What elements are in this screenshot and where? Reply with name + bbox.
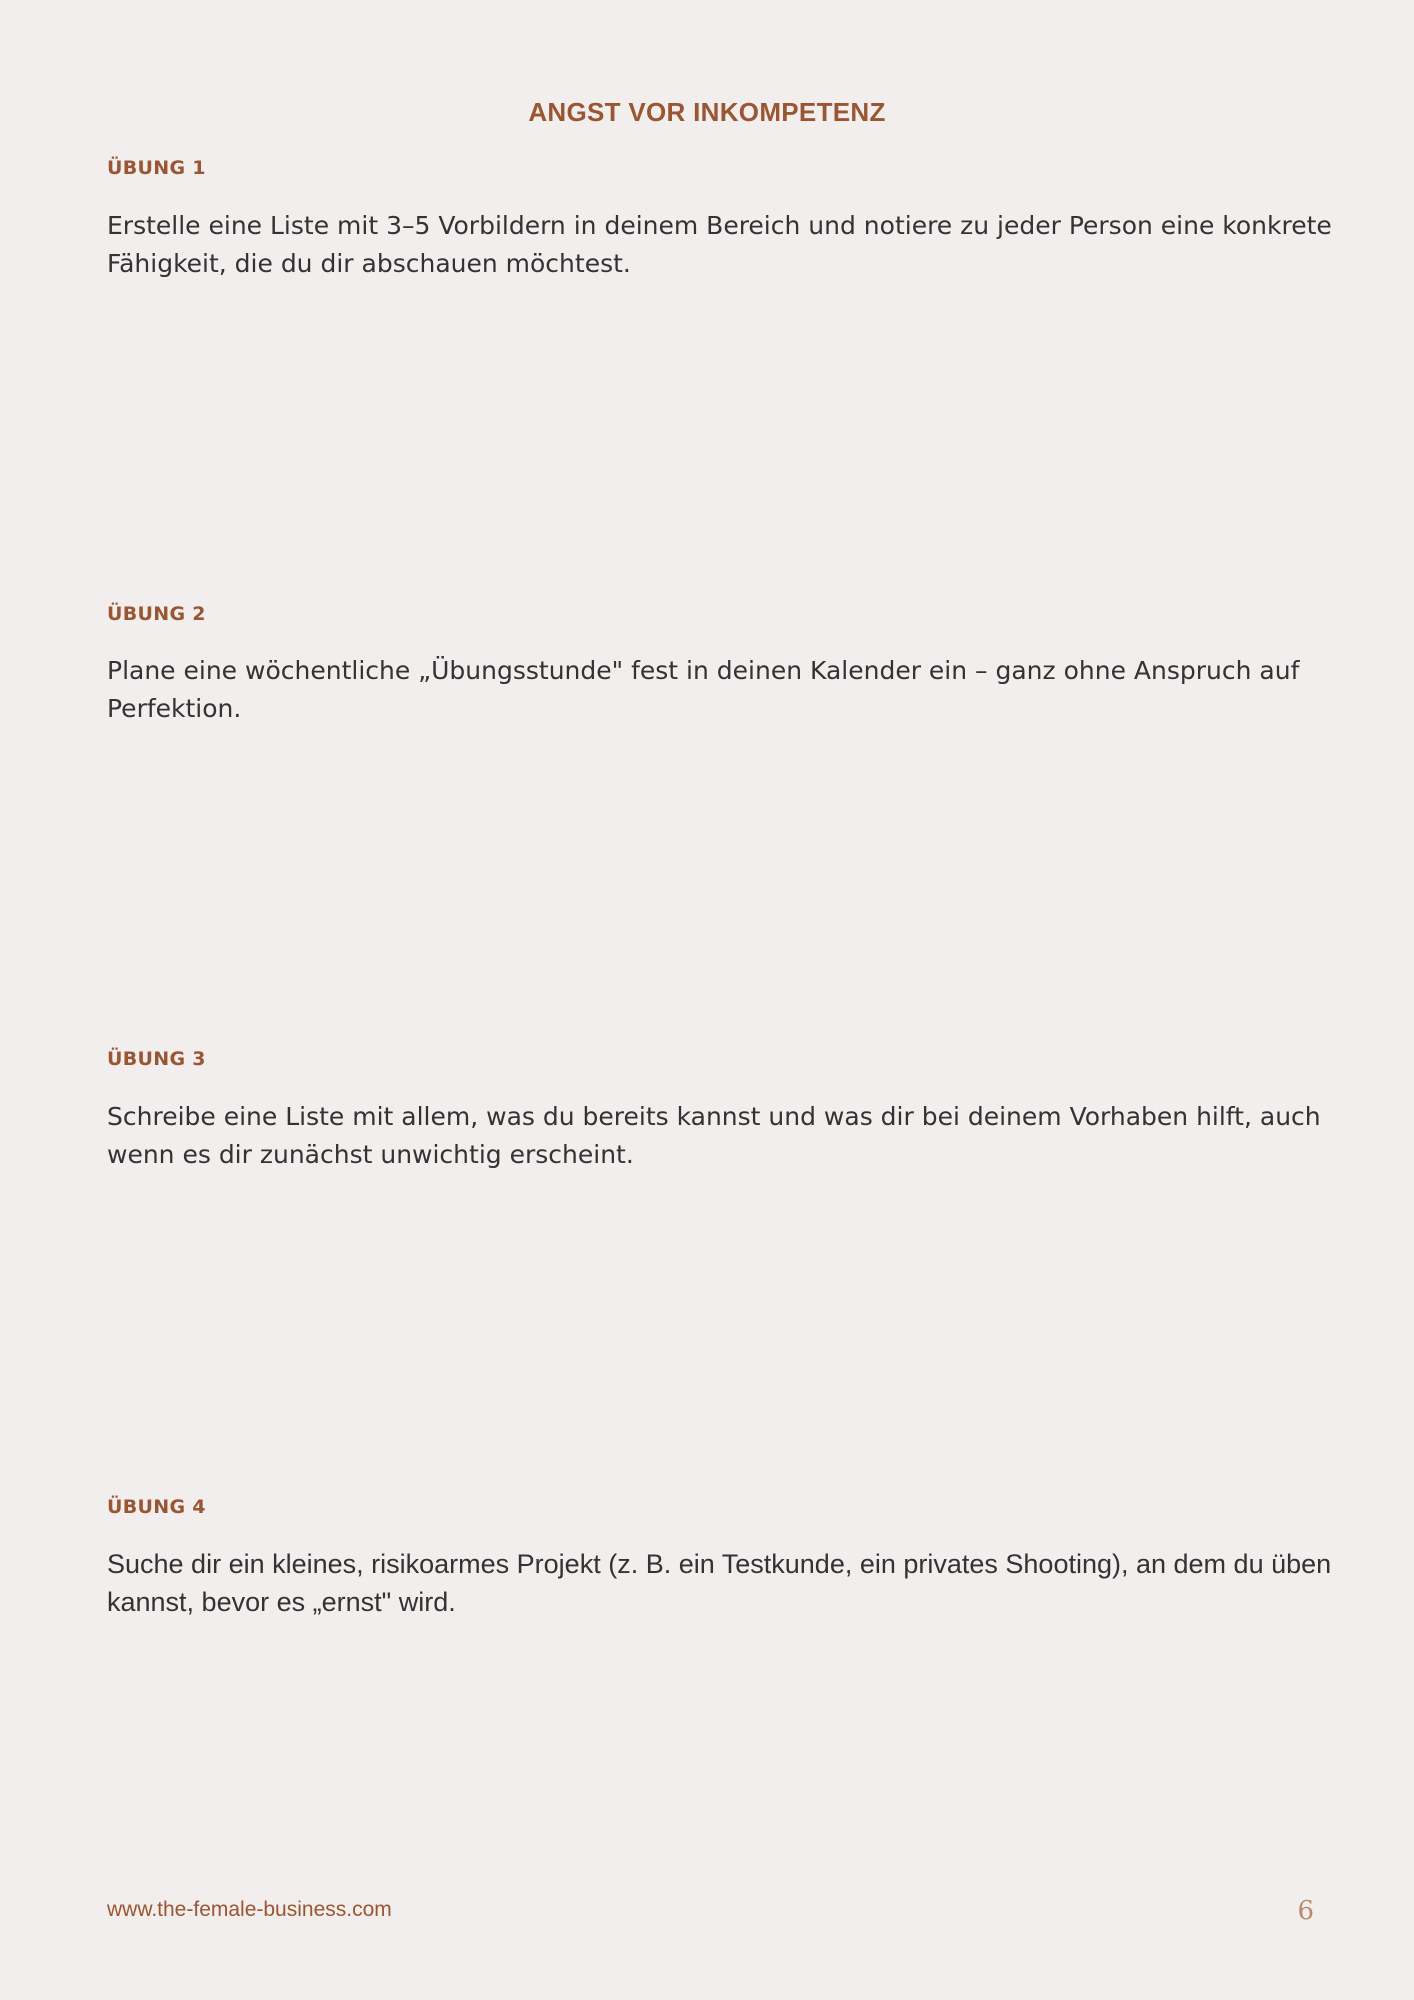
exercise-text: Erstelle eine Liste mit 3–5 Vorbildern in deinem Bereich und notiere zu jeder Person eine konkrete Fähigkeit, die du dir abschauen möchtest. (107, 211, 1332, 278)
exercise-text: Suche dir ein kleines, risikoarmes Projekt (z. B. ein Testkunde, ein privates Shooting), an dem du üben kannst, bevor es „ernst" wird. (107, 1549, 1332, 1617)
exercise-heading: ÜBUNG 3 (107, 1048, 206, 1070)
exercise-heading: ÜBUNG 4 (107, 1496, 206, 1518)
exercise-text: Plane eine wöchentliche „Übungsstunde" fest in deinen Kalender ein – ganz ohne Anspruch auf Perfektion. (107, 656, 1300, 723)
exercise-text: Schreibe eine Liste mit allem, was du bereits kannst und was dir bei deinem Vorhaben hilft, auch wenn es dir zunächst unwichtig erscheint. (107, 1102, 1321, 1169)
footer-website-link[interactable]: www.the-female-business.com (107, 1898, 392, 1921)
exercise-heading: ÜBUNG 2 (107, 603, 206, 625)
page-number: 6 (1297, 1896, 1314, 1926)
page-title: ANGST VOR INKOMPETENZ (528, 97, 886, 127)
exercise-heading: ÜBUNG 1 (107, 157, 206, 179)
